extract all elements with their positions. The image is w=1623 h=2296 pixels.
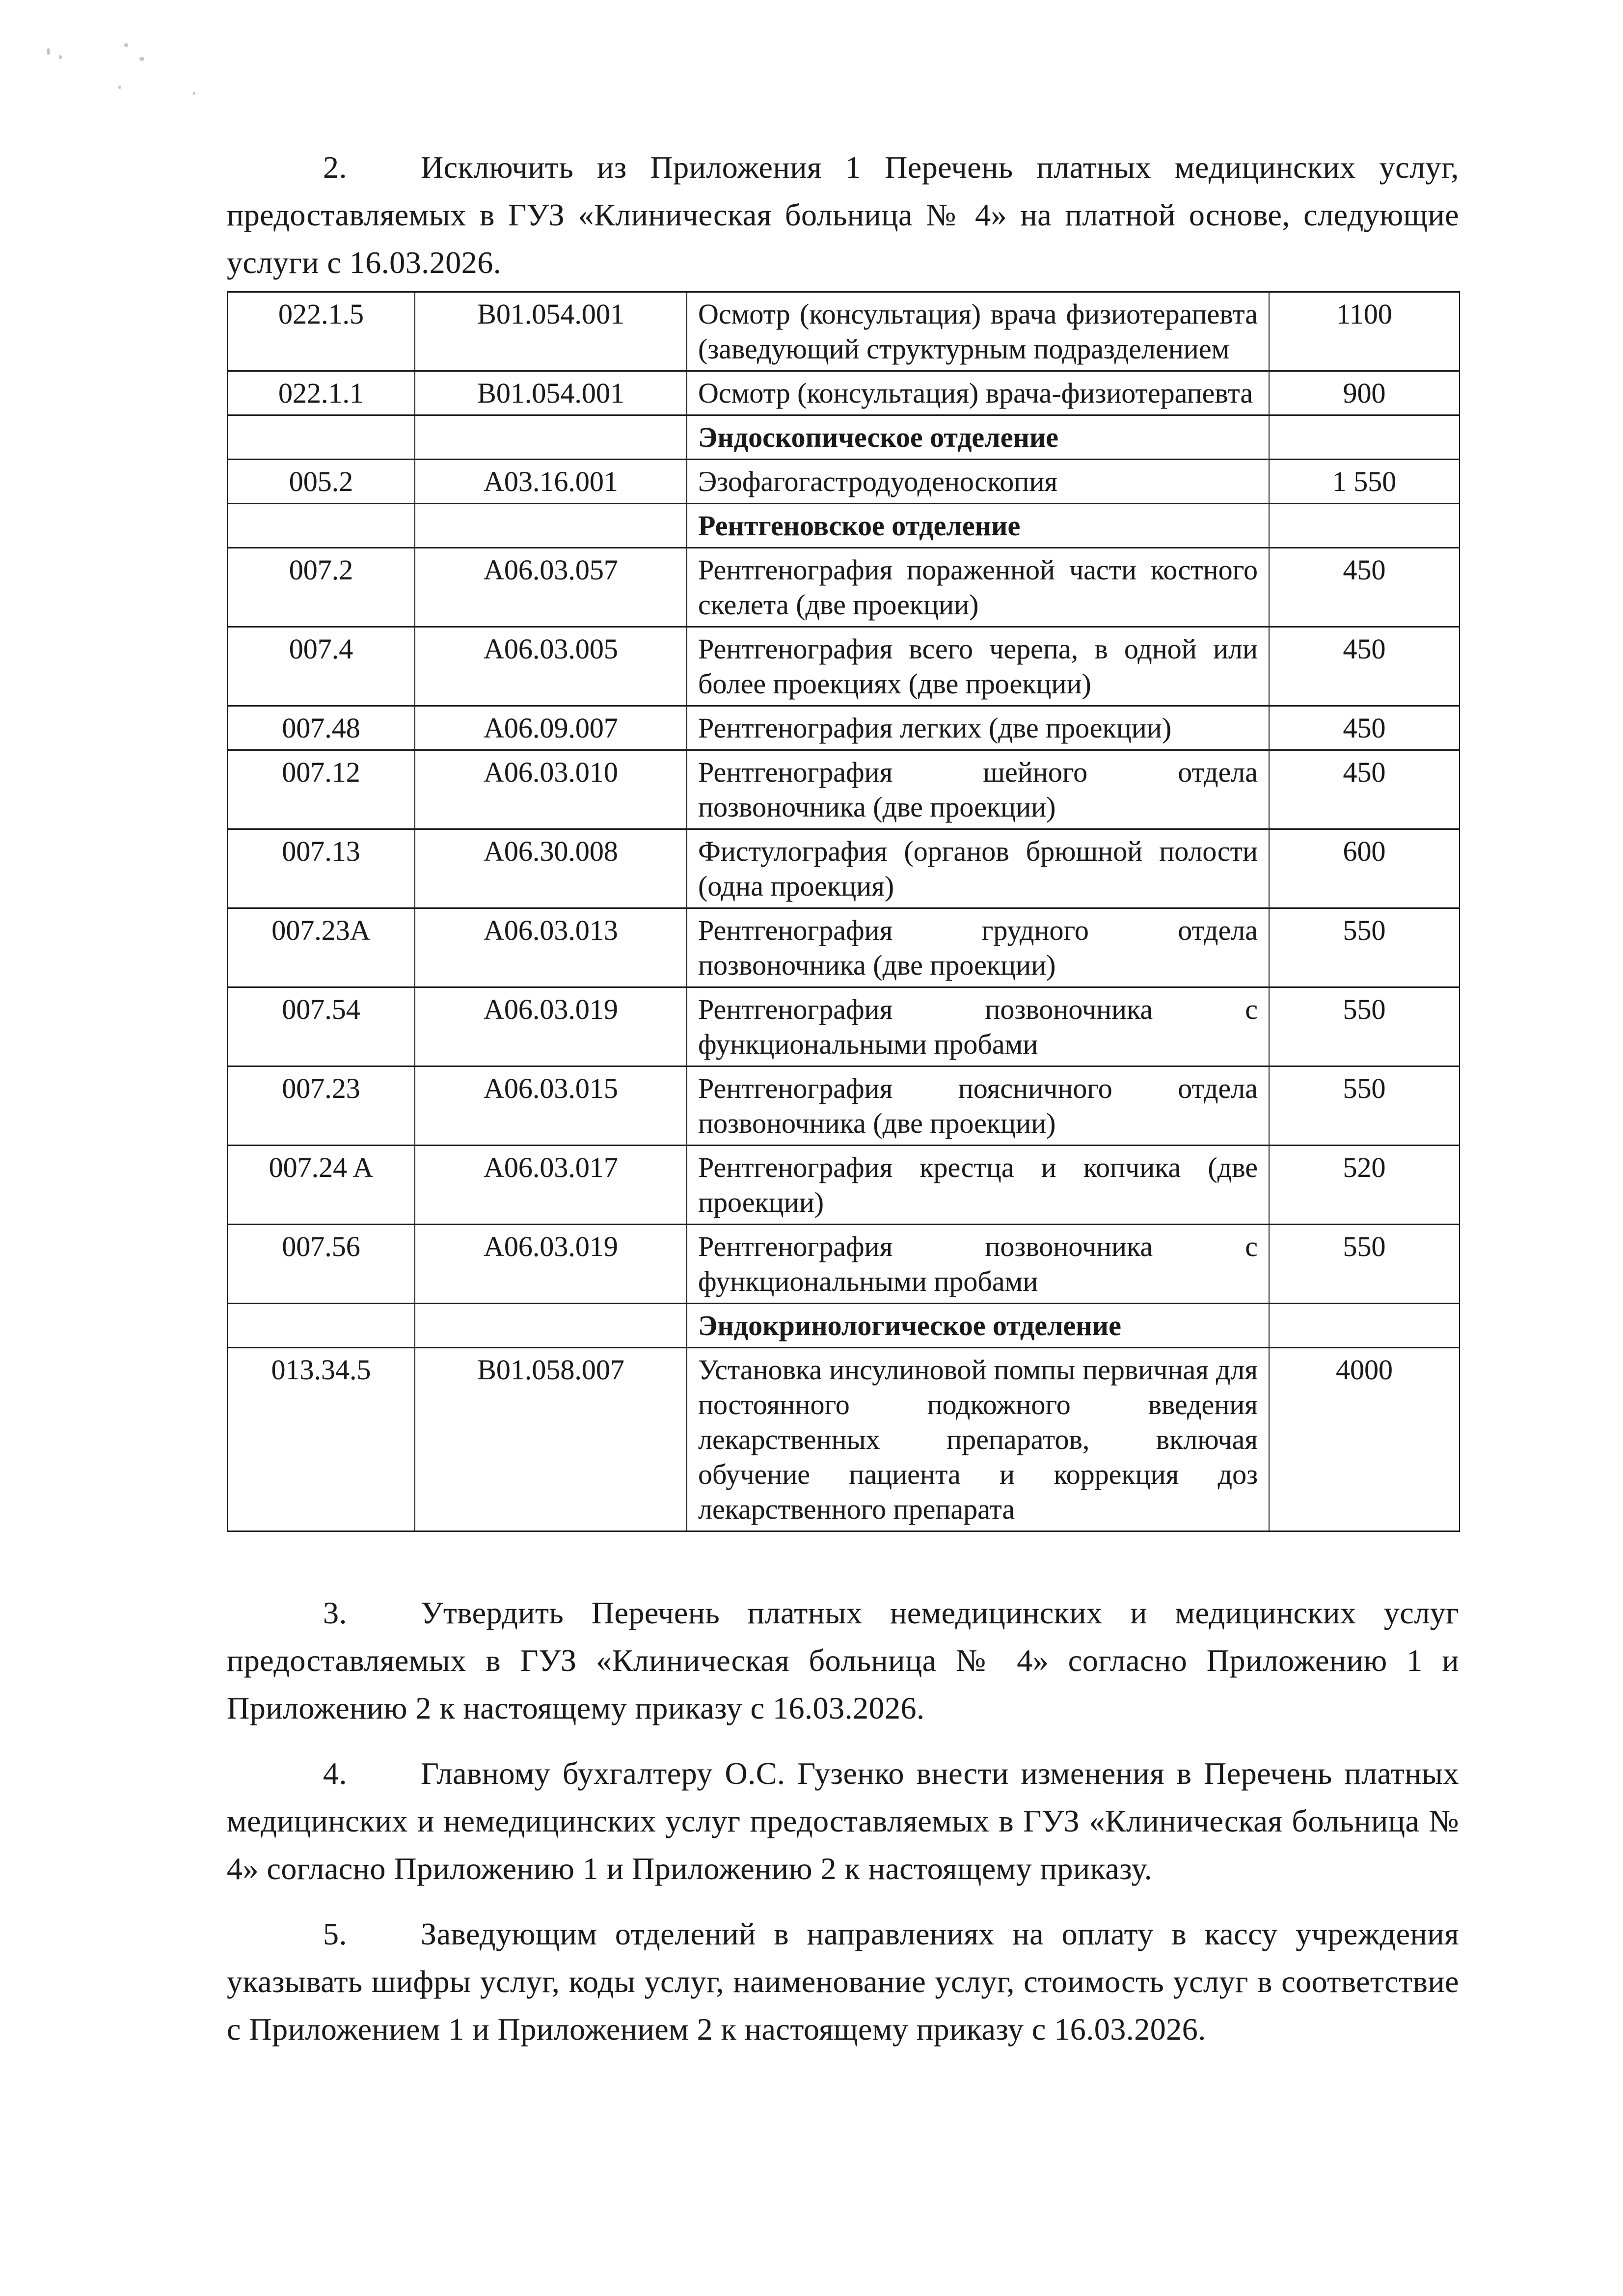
service-code-cell xyxy=(415,504,687,548)
paragraph-number: 3. xyxy=(323,1595,347,1630)
service-code-cell: B01.054.001 xyxy=(415,292,687,371)
service-cipher-cell: 007.56 xyxy=(227,1225,415,1304)
service-code-cell xyxy=(415,415,687,460)
service-name-cell: Рентгенография поясничного отдела позвоночника (две проекции) xyxy=(687,1066,1269,1146)
service-price-cell: 4000 xyxy=(1269,1348,1460,1531)
service-cipher-cell: 007.13 xyxy=(227,829,415,908)
service-row xyxy=(227,460,1460,504)
service-code-cell: A06.03.057 xyxy=(415,548,687,627)
service-row xyxy=(227,750,1460,829)
service-price-cell xyxy=(1269,504,1460,548)
service-row xyxy=(227,987,1460,1066)
paragraph-text: Исключить из Приложения 1 Перечень платных медицинских услуг, предоставляемых в ГУЗ «Клиническая больница № 4» на платной основе, следующие услуги с 16.03.2026. xyxy=(227,150,1459,280)
service-code-cell: A06.03.019 xyxy=(415,1225,687,1304)
service-cipher-cell: 005.2 xyxy=(227,460,415,504)
service-cipher-cell xyxy=(227,504,415,548)
service-price-cell: 900 xyxy=(1269,371,1460,415)
service-cipher-cell: 022.1.5 xyxy=(227,292,415,371)
service-cipher-cell xyxy=(227,415,415,460)
service-code-cell: B01.058.007 xyxy=(415,1348,687,1531)
department-title-cell: Рентгеновское отделение xyxy=(687,504,1269,548)
service-price-cell: 450 xyxy=(1269,706,1460,750)
service-row xyxy=(227,829,1460,908)
service-price-cell: 600 xyxy=(1269,829,1460,908)
service-name-cell: Рентгенография всего черепа, в одной или более проекциях (две проекции) xyxy=(687,627,1269,706)
services-table-body xyxy=(227,292,1460,1531)
service-code-cell: A06.03.013 xyxy=(415,908,687,987)
service-price-cell: 550 xyxy=(1269,987,1460,1066)
scan-speckle xyxy=(59,55,62,59)
service-row xyxy=(227,371,1460,415)
service-cipher-cell: 007.23 xyxy=(227,1066,415,1146)
paragraph-text: Заведующим отделений в направлениях на оплату в кассу учреждения указывать шифры услуг, коды услуг, наименование услуг, стоимость услуг в соответствие с Приложением 1 и Приложением 2 к настоящему приказу с 16.03.2026. xyxy=(227,1916,1459,2047)
service-cipher-cell: 007.24 A xyxy=(227,1146,415,1225)
order-paragraph-5 xyxy=(227,1910,1459,2053)
service-price-cell: 1100 xyxy=(1269,292,1460,371)
service-name-cell: Осмотр (консультация) врача физиотерапевта (заведующий структурным подразделением xyxy=(687,292,1269,371)
service-row xyxy=(227,908,1460,987)
service-row xyxy=(227,1225,1460,1304)
service-code-cell: A06.30.008 xyxy=(415,829,687,908)
document-body xyxy=(227,0,1459,2053)
department-section-row xyxy=(227,1304,1460,1348)
service-row xyxy=(227,706,1460,750)
paragraph-text: Главному бухгалтеру О.С. Гузенко внести изменения в Перечень платных медицинских и немедицинских услуг предоставляемых в ГУЗ «Клиническая больница № 4» согласно Приложению 1 и Приложению 2 к настоящему приказу. xyxy=(227,1756,1459,1886)
service-code-cell: A06.03.017 xyxy=(415,1146,687,1225)
service-code-cell: A06.09.007 xyxy=(415,706,687,750)
service-price-cell: 450 xyxy=(1269,750,1460,829)
service-name-cell: Рентгенография крестца и копчика (две проекции) xyxy=(687,1146,1269,1225)
service-price-cell: 450 xyxy=(1269,548,1460,627)
service-code-cell: A06.03.010 xyxy=(415,750,687,829)
service-row xyxy=(227,627,1460,706)
service-row xyxy=(227,1146,1460,1225)
service-name-cell: Рентгенография легких (две проекции) xyxy=(687,706,1269,750)
service-name-cell: Рентгенография позвоночника с функциональными пробами xyxy=(687,987,1269,1066)
paragraph-number: 2. xyxy=(323,150,347,185)
service-name-cell: Рентгенография грудного отдела позвоночника (две проекции) xyxy=(687,908,1269,987)
service-code-cell: B01.054.001 xyxy=(415,371,687,415)
service-row xyxy=(227,1066,1460,1146)
service-cipher-cell: 007.2 xyxy=(227,548,415,627)
paragraph-number: 4. xyxy=(323,1756,347,1791)
scan-speckle xyxy=(124,43,128,47)
service-name-cell: Рентгенография шейного отдела позвоночника (две проекции) xyxy=(687,750,1269,829)
department-title-cell: Эндокринологическое отделение xyxy=(687,1304,1269,1348)
scan-speckle xyxy=(47,48,50,55)
service-code-cell: A03.16.001 xyxy=(415,460,687,504)
service-cipher-cell: 007.23A xyxy=(227,908,415,987)
service-cipher-cell: 022.1.1 xyxy=(227,371,415,415)
service-code-cell xyxy=(415,1304,687,1348)
service-row xyxy=(227,548,1460,627)
service-code-cell: A06.03.015 xyxy=(415,1066,687,1146)
service-cipher-cell: 007.48 xyxy=(227,706,415,750)
service-name-cell: Установка инсулиновой помпы первичная для постоянного подкожного введения лекарственных препаратов, включая обучение пациента и коррекция доз лекарственного препарата xyxy=(687,1348,1269,1531)
paragraph-number: 5. xyxy=(323,1916,347,1951)
service-price-cell xyxy=(1269,415,1460,460)
order-paragraph-2 xyxy=(227,143,1459,286)
service-name-cell: Эзофагогастродуоденоскопия xyxy=(687,460,1269,504)
department-section-row xyxy=(227,504,1460,548)
service-code-cell: A06.03.005 xyxy=(415,627,687,706)
service-cipher-cell: 013.34.5 xyxy=(227,1348,415,1531)
service-name-cell: Фистулография (органов брюшной полости (одна проекция) xyxy=(687,829,1269,908)
service-price-cell: 1 550 xyxy=(1269,460,1460,504)
service-price-cell: 550 xyxy=(1269,908,1460,987)
scan-speckle xyxy=(139,57,144,61)
service-name-cell: Рентгенография позвоночника с функциональными пробами xyxy=(687,1225,1269,1304)
order-paragraph-4 xyxy=(227,1749,1459,1892)
paragraph-text: Утвердить Перечень платных немедицинских и медицинских услуг предоставляемых в ГУЗ «Клиническая больница № 4» согласно Приложению 1 и Приложению 2 к настоящему приказу с 16.03.2026. xyxy=(227,1595,1459,1725)
service-cipher-cell xyxy=(227,1304,415,1348)
service-price-cell: 550 xyxy=(1269,1225,1460,1304)
service-name-cell: Рентгенография пораженной части костного скелета (две проекции) xyxy=(687,548,1269,627)
service-cipher-cell: 007.12 xyxy=(227,750,415,829)
department-section-row xyxy=(227,415,1460,460)
order-paragraph-3 xyxy=(227,1589,1459,1732)
service-row xyxy=(227,292,1460,371)
service-name-cell: Осмотр (консультация) врача-физиотерапевта xyxy=(687,371,1269,415)
service-cipher-cell: 007.54 xyxy=(227,987,415,1066)
scan-speckle xyxy=(118,85,121,89)
service-code-cell: A06.03.019 xyxy=(415,987,687,1066)
department-title-cell: Эндоскопическое отделение xyxy=(687,415,1269,460)
service-cipher-cell: 007.4 xyxy=(227,627,415,706)
service-price-cell: 550 xyxy=(1269,1066,1460,1146)
service-price-cell: 450 xyxy=(1269,627,1460,706)
scan-speckle xyxy=(193,92,195,95)
service-price-cell xyxy=(1269,1304,1460,1348)
service-price-cell: 520 xyxy=(1269,1146,1460,1225)
services-table xyxy=(227,291,1460,1532)
service-row xyxy=(227,1348,1460,1531)
